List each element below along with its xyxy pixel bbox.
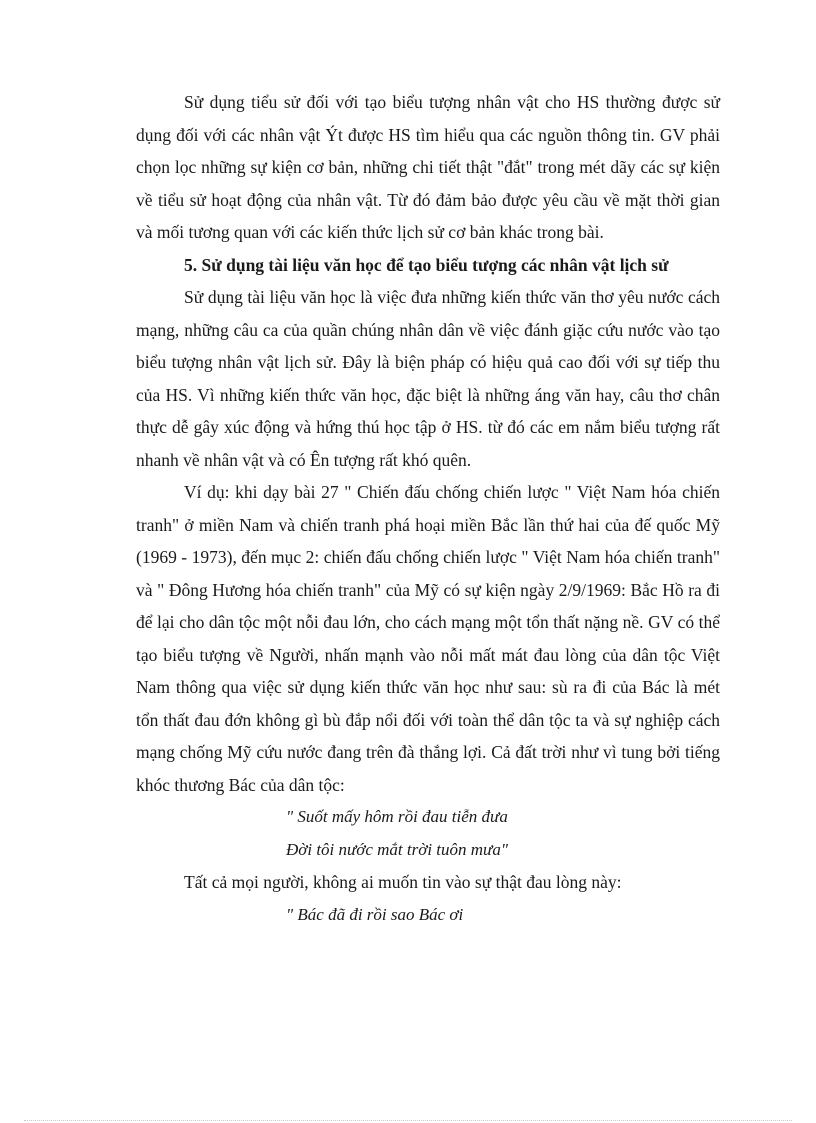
poem-verse-line: Đời tôi nước mắt trời tuôn mưa": [286, 839, 508, 859]
paragraph-example-lesson-27: Ví dụ: khi dạy bài 27 " Chiến đấu chống chiến lược " Việt Nam hóa chiến tranh" ở miền Nam và chiến tranh phá hoại miền Bắc lần thứ hai của đế quốc Mỹ (1969 - 1973), đến mục 2: chiến đấu chống chiến lược " Việt Nam hóa chiến tranh" và " Đông Hương hóa chiến tranh" của Mỹ có sự kiện ngày 2/9/1969: Bắc Hồ ra đi để lại cho dân tộc một nỗi đau lớn, cho cách mạng một tổn thất nặng nề. GV có thể tạo biểu tượng về Người, nhấn mạnh vào nỗi mất mát đau lòng của dân tộc Việt Nam thông qua việc sử dụng kiến thức văn học như sau: sù ra đi của Bác là mét tổn thất đau đớn không gì bù đắp nổi đối với toàn thể dân tộc ta và sự nghiệp cách mạng chống Mỹ cứu nước đang trên đà thắng lợi. Cả đất trời như vì tung bởi tiếng khóc thương Bác của dân tộc:: [136, 482, 720, 795]
section-heading-5: 5. Sử dụng tài liệu văn học để tạo biểu tượng các nhân vật lịch sử: [184, 254, 669, 275]
paragraph-disbelief: Tất cả mọi người, không ai muốn tin vào sự thật đau lòng này:: [184, 872, 622, 892]
paragraph-literature-usage: Sử dụng tài liệu văn học là việc đưa những kiến thức văn thơ yêu nước cách mạng, những câu ca của quần chúng nhân dân về việc đánh giặc cứu nước vào tạo biểu tượng nhân vật lịch sử. Đây là biện pháp có hiệu quả cao đối với sự tiếp thu của HS. Vì những kiến thức văn học, đặc biệt là những áng văn hay, câu thơ chân thực dễ gây xúc động và hứng thú học tập ở HS. từ đó các em nắm biểu tượng rất nhanh về nhân vật và có Ên tượng rất khó quên.: [136, 287, 720, 470]
page-bottom-divider: [24, 1120, 792, 1121]
poem-verse-line: " Suốt mấy hôm rồi đau tiễn đưa: [286, 807, 508, 826]
paragraph-biography-usage: Sử dụng tiểu sử đối với tạo biểu tượng nhân vật cho HS thường được sử dụng đối với các nhân vật Ýt được HS tìm hiểu qua các nguồn thông tin. GV phải chọn lọc những sự kiện cơ bản, những chi tiết thật "đắt" trong mét dãy các sự kiện về tiểu sử hoạt động của nhân vật. Từ đó đảm bảo được yêu cầu về mặt thời gian và mối tương quan với các kiến thức lịch sử cơ bản khác trong bài.: [136, 92, 720, 242]
poem-verse-line: " Bác đã đi rồi sao Bác ơi: [286, 904, 464, 924]
document-body: [136, 86, 720, 931]
